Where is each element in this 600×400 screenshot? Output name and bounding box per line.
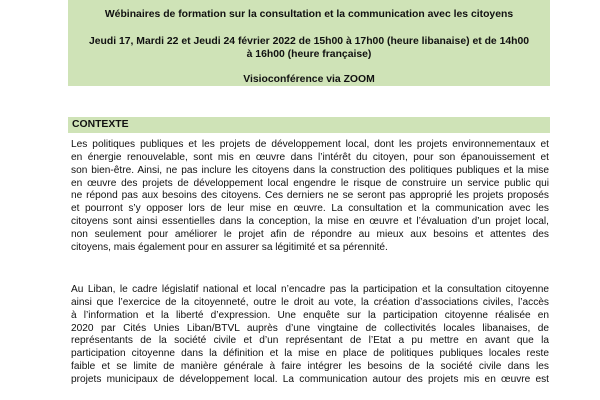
paragraph-line: représentants de la société civile et d’un représentant de l’Etat a pu mettre en avant que la [71,335,549,347]
paragraph-line: citoyens, mais également pour en assurer sa légitimité et sa pérennité. [71,241,388,253]
paragraph-line: Les politiques publiques et les projets de développement local, dont les projets environnementaux et [71,139,549,150]
paragraph-line: et pourront s’y opposer lors de leur mise en œuvre. La consultation et la communication avec les [71,203,549,215]
webinar-title: Wébinaires de formation sur la consultation et la communication avec les citoyens [104,9,514,20]
paragraph-line: son bien-être. Ainsi, ne pas inclure les citoyens dans la construction des politiques publiques et la mise [71,164,549,176]
paragraph-line: 2020 par Cités Unies Liban/BTVL auprès d’une vingtaine de collectivités locales libanaises, de [71,322,549,334]
webinar-venue: Visioconférence via ZOOM [243,74,375,85]
webinar-dates-line-2: à 16h00 (heure française) [246,49,372,60]
paragraph-line: ne répond pas aux besoins des citoyens. Ces derniers ne se seront pas approprié les projets proposés [71,190,549,202]
paragraph-context-1 [71,139,549,255]
paragraph-line: en énergie renouvelable, sont mis en œuvre dans l’intérêt du citoyen, pour son épanouissement et [71,151,549,163]
paragraph-line: en œuvre des projets de développement local engendre le risque de construire un service public qui [71,177,549,189]
webinar-dates-line-1: Jeudi 17, Mardi 22 et Jeudi 24 février 2022 de 15h00 à 17h00 (heure libanaise) et de 14h00 [88,36,530,47]
paragraph-line: projets municipaux de développement local. La communication autour des projets mis en œuvre est [71,373,549,385]
paragraph-line: faible et se limite de manière générale à faire intégrer les besoins de la société civile dans les [71,361,549,373]
paragraph-line: ainsi que l’exercice de la citoyenneté, outre le droit au vote, la création d’associations civiles, l’accès [71,296,549,308]
paragraph-line: non seulement pour améliorer le projet afin de répondre au mieux aux besoins et attentes des [71,228,549,240]
paragraph-context-2 [71,284,549,387]
section-heading: CONTEXTE [72,119,129,130]
section-heading-bar [68,117,550,133]
paragraph-line: Au Liban, le cadre législatif national et local n’encadre pas la participation et la consultation citoyenne [71,284,549,295]
paragraph-line: participation citoyenne dans la définition et la mise en place de politiques publiques locales reste [71,348,549,360]
paragraph-line: à l’information et la liberté d’expression. Une enquête sur la participation citoyenne réalisée en [71,309,549,321]
paragraph-line: citoyens sont ainsi essentielles dans la conception, la mise en œuvre et l’évaluation d’un projet local, [71,216,549,228]
